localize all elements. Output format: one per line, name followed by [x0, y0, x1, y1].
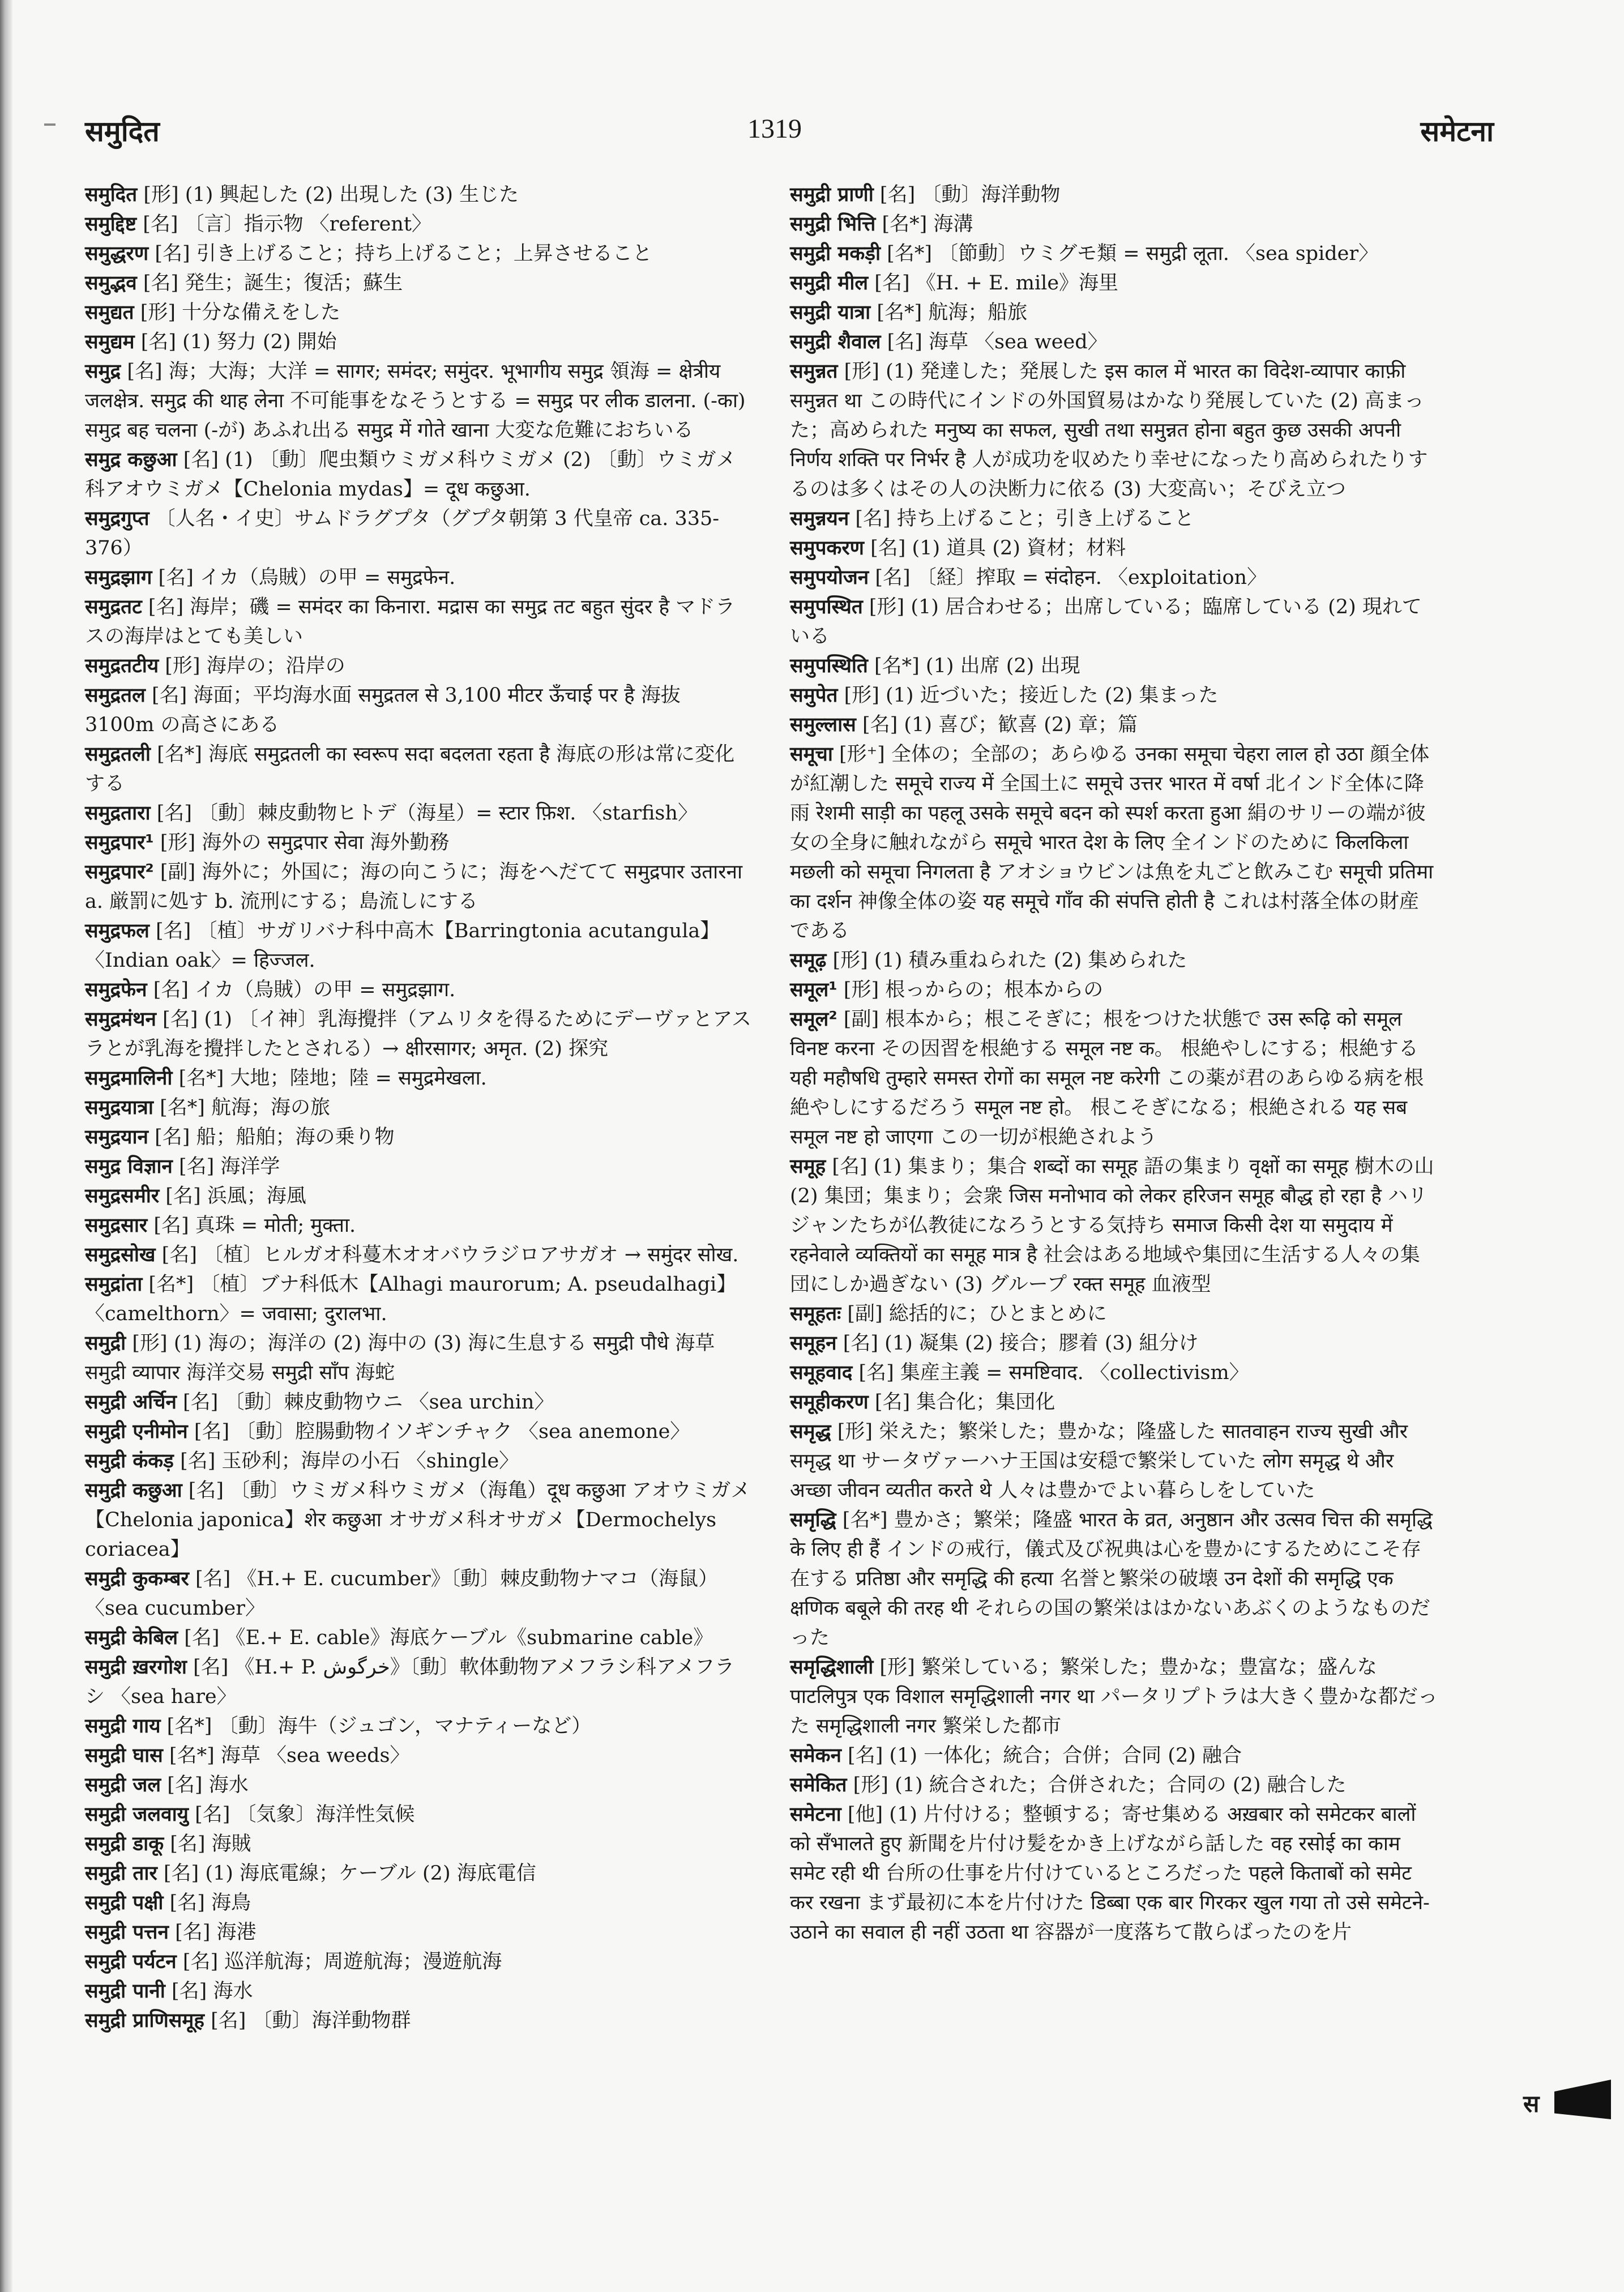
dictionary-entry — [790, 1800, 1438, 1947]
entry-headword: समुद्र कछुआ — [85, 449, 177, 471]
entry-headword: समुद्री जलवायु — [85, 1803, 189, 1826]
entry-definition: [形] (1) 居合わせる；出席している；臨席している (2) 現れている — [790, 596, 1422, 648]
dictionary-entry — [790, 740, 1438, 946]
entry-definition: [名] (1) 凝集 (2) 接合；膠着 (3) 組分け — [843, 1332, 1199, 1355]
entry-definition: [名] (1) 努力 (2) 開始 — [140, 331, 337, 353]
entry-definition: [名] 海草 〈sea weed〉 — [887, 331, 1108, 353]
entry-headword: समूहतः — [790, 1303, 841, 1325]
entry-headword: समुद्री भित्ति — [790, 213, 876, 236]
entry-headword: समुल्लास — [790, 714, 856, 736]
entry-definition: [名] 持ち上げること；引き上げること — [855, 507, 1194, 530]
entry-definition: [形] (1) 発達した；発展した इस काल में भारत का विदेश-व्यापार काफ़ी समुन्नत था この時代にインドの外国貿易はかなり発展していた (2) 高まった；高められた मनुष्य का सफल, सुखी तथा समुन्नत होना बहुत कुछ उसकी अपनी निर्णय शक्ति पर निर्भर है 人が成功を収めたり幸せになったり高められたりするのは多くはその人の決断力に依る (3) 大変高い；そびえ立つ — [790, 360, 1428, 501]
entry-definition: [名*] 海草 〈sea weeds〉 — [169, 1744, 410, 1767]
entry-headword: समुद्री कंकड़ — [85, 1450, 174, 1472]
entry-definition: [名] 〔動〕海洋動物群 — [211, 2009, 411, 2032]
entry-headword: समुद्री प्राणिसमूह — [85, 2009, 204, 2032]
entry-headword: समुद्रगुप्त — [85, 507, 149, 530]
entry-headword: समेटना — [790, 1803, 841, 1826]
dictionary-entry — [790, 946, 1438, 975]
dictionary-entry — [85, 651, 753, 681]
entry-headword: समुद्रसोख — [85, 1244, 156, 1266]
entry-definition: [名] 〔動〕ウミガメ科ウミガメ（海亀）दूध कछुआ アオウミガメ【Chelonia japonica】शेर कछुआ オサガメ科オサガメ【Dermochelys coriacea】 — [85, 1479, 751, 1561]
entry-definition: [名] イカ（烏賊）の甲 = समुद्रफेन. — [158, 566, 456, 589]
dictionary-entry — [85, 740, 753, 799]
entry-headword: समूहवाद — [790, 1361, 853, 1384]
dictionary-entry — [85, 504, 753, 563]
entry-headword: समुद्रतारा — [85, 802, 151, 825]
entry-headword: समुद्यत — [85, 301, 134, 324]
dictionary-entry — [790, 327, 1438, 357]
entry-headword: समुद्रतली — [85, 743, 151, 766]
dictionary-entry — [790, 681, 1438, 710]
dictionary-entry — [85, 1918, 753, 1947]
thumb-index-letter: स — [1523, 2090, 1540, 2118]
entry-headword: समुद्र — [85, 360, 121, 383]
thumb-index-tab — [1554, 2080, 1611, 2119]
dictionary-entry — [85, 857, 753, 916]
entry-headword: समूल² — [790, 1008, 837, 1031]
entry-definition: [形] 繁栄している；繁栄した；豊かな；豊富な；盛んな पाटलिपुत्र एक विशाल समृद्धिशाली नगर था パータリプトラは大きく豊かな都だった समृद्धिशाली नगर 繁栄した都市 — [790, 1656, 1438, 1738]
entry-definition: [名] 集合化；集団化 — [874, 1391, 1055, 1414]
entry-definition: [名*] 〔動〕海牛（ジュゴン，マナティーなど） — [166, 1715, 592, 1738]
entry-headword: समुद्धरण — [85, 242, 149, 265]
entry-definition: [形] 海外の समुद्रपार सेवा 海外勤務 — [160, 831, 450, 854]
entry-definition: [名] 〔動〕腔腸動物イソギンチャク 〈sea anemone〉 — [194, 1420, 690, 1443]
entry-headword: समुद्री कछुआ — [85, 1479, 182, 1502]
entry-headword: समुद्रपार¹ — [85, 831, 154, 854]
dictionary-entry — [85, 592, 753, 651]
entry-definition: [名] 真珠 = मोती; मुक्ता. — [153, 1214, 356, 1237]
dictionary-entry — [85, 799, 753, 828]
dictionary-entry — [85, 1181, 753, 1211]
dictionary-entry — [85, 563, 753, 592]
entry-definition: [名] 発生；誕生；復活；蘇生 — [143, 272, 403, 294]
entry-headword: समुपेत — [790, 684, 838, 707]
entry-definition: [名] 玉砂利；海岸の小石 〈shingle〉 — [180, 1450, 519, 1472]
entry-headword: समेकन — [790, 1744, 841, 1767]
entry-headword: समुद्री घास — [85, 1744, 163, 1767]
entry-definition: [名] 〔動〕棘皮動物ヒトデ（海星）= स्टार फ़िश. 〈starfish〉 — [156, 802, 698, 825]
entry-definition: [名] 引き上げること；持ち上げること；上昇させること — [155, 242, 652, 265]
dictionary-entry — [85, 1064, 753, 1093]
entry-definition: [名] (1) 集まり；集合 शब्दों का समूह 語の集まり वृक्षों का समूह 樹木の山 (2) 集団；集まり；会衆 जिस मनोभाव को लेकर हरिजन समूह बौद्ध हो रहा है ハリジャンたちが仏教徒になろうとする気持ち समाज किसी देश या समुदाय में रहनेवाले व्यक्तियों का समूह मात्र है 社会はある地域や集団に生活する人々の集団にしか過ぎない (3) グループ रक्त समूह 血液型 — [790, 1155, 1434, 1296]
entry-definition: [形] (1) 海の；海洋の (2) 海中の (3) 海に生息する समुद्री पौधे 海草 समुद्री व्यापार 海洋交易 समुद्री साँप 海蛇 — [85, 1332, 715, 1384]
dictionary-entry — [85, 180, 753, 210]
entry-definition: [形] 十分な備えをした — [140, 301, 341, 324]
entry-definition: [名] 浜風；海風 — [165, 1185, 306, 1207]
dictionary-entry — [790, 710, 1438, 740]
entry-definition: [名] 〔植〕ヒルガオ科蔓木オオバウラジロアサガオ → समुंदर सोख. — [161, 1244, 739, 1266]
entry-headword: समूचा — [790, 743, 833, 766]
entry-definition: 〔人名・イ史〕サムドラグプタ（グプタ朝第 3 代皇帝 ca. 335-376） — [85, 507, 720, 560]
entry-definition: [形] 根っからの；根本からの — [843, 979, 1104, 1001]
entry-definition: [名] 集産主義 = समष्टिवाद. 〈collectivism〉 — [858, 1361, 1249, 1384]
dictionary-entry — [85, 828, 753, 857]
entry-definition: [名] 〔気象〕海洋性気候 — [195, 1803, 415, 1826]
dictionary-entry — [790, 1417, 1438, 1505]
dictionary-entry — [85, 1947, 753, 1977]
entry-definition: [他] (1) 片付ける；整頓する；寄せ集める अख़बार को समेटकर बालों को सँभालते हुए 新聞を片付け髪をかき上げながら話した वह रसोई का काम समेट रही थी 台所の仕事を片付けているところだった पहले किताबों को समेट कर रखना まず最初に本を片付けた डिब्बा एक बार गिरकर खुल गया तो उसे समेटने-उठाने का सवाल ही नहीं उठता था 容器が一度落ちて散らばったのを片 — [790, 1803, 1430, 1944]
dictionary-entry — [85, 1829, 753, 1859]
dictionary-entry — [790, 1329, 1438, 1358]
running-head-first-entry: समुदित — [85, 115, 160, 148]
entry-headword: समुपस्थिति — [790, 655, 868, 677]
page-binding-shadow — [0, 0, 12, 2292]
entry-headword: समुद्र विज्ञान — [85, 1155, 173, 1178]
entry-headword: समुपयोजन — [790, 566, 869, 589]
dictionary-entry — [85, 1093, 753, 1122]
entry-headword: समूहीकरण — [790, 1391, 869, 1414]
entry-headword: समुद्रसमीर — [85, 1185, 160, 1207]
dictionary-entry — [85, 1711, 753, 1741]
entry-headword: समूल¹ — [790, 979, 837, 1001]
dictionary-entry — [790, 563, 1438, 592]
entry-headword: समुद्यम — [85, 331, 135, 353]
dictionary-entry — [85, 975, 753, 1005]
entry-headword: समुद्री कुकम्बर — [85, 1568, 189, 1590]
entry-definition: [名*] 海底 समुद्रतली का स्वरूप सदा बदलता रहता है 海底の形は常に変化する — [85, 743, 735, 795]
dictionary-entry — [85, 1653, 753, 1711]
entry-definition: [名] 海港 — [175, 1921, 257, 1944]
entry-definition: [名] 《H. + E. mile》海里 — [874, 272, 1119, 294]
dictionary-entry — [85, 916, 753, 975]
entry-headword: समुद्री प्राणी — [790, 183, 874, 206]
entry-headword: समुपकरण — [790, 537, 864, 560]
entry-definition: [形⁺] 全体の；全部の；あらゆる उनका समूचा चेहरा लाल हो उठा 顔全体が紅潮した समूचे राज्य में 全国土に समूचे उत्तर भारत में वर्षा 北インド全体に降雨 रेशमी साड़ी का पहलू उसके समूचे बदन को स्पर्श करता हुआ 絹のサリーの端が彼女の全身に触れながら समूचे भारत देश के लिए 全インドのために किलकिला मछली को समूचा निगलता है アオショウビンは魚を丸ごと飲みこむ समूची प्रतिमा का दर्शन 神像全体の姿 यह समूचे गाँव की संपत्ति होती है これは村落全体の財産である — [790, 743, 1434, 942]
entry-headword: समुद्रांता — [85, 1273, 143, 1296]
entry-headword: समुद्रपार² — [85, 861, 154, 883]
dictionary-entry — [85, 1564, 753, 1623]
dictionary-entry — [85, 1888, 753, 1918]
entry-definition: [名*] 航海；海の旅 — [160, 1096, 331, 1119]
entry-definition: [副] 海外に；外国に；海の向こうに；海をへだてて समुद्रपार उतारना a. 厳罰に処す b. 流刑にする；島流しにする — [85, 861, 743, 913]
entry-headword: समुद्रसार — [85, 1214, 148, 1237]
entry-headword: समुद्री पक्षी — [85, 1892, 164, 1914]
dictionary-entry — [790, 268, 1438, 298]
entry-headword: समुद्री एनीमोन — [85, 1420, 188, 1443]
right-column — [790, 180, 1438, 1947]
entry-headword: समुद्रझाग — [85, 566, 152, 589]
entry-definition: [名] 《E.+ E. cable》海底ケーブル《submarine cable》 — [184, 1627, 713, 1649]
entry-definition: [名*] (1) 出席 (2) 出現 — [874, 655, 1080, 677]
entry-definition: [副] 総括的に；ひとまとめに — [847, 1303, 1107, 1325]
entry-definition: [副] 根本から；根こそぎに；根をつけた状態で उस रूढ़ि को समूल विनष्ट करना その因習を根絶する समूल नष्ट क。 根絶やしにする；根絶する यही महौषधि तुम्हारे समस्त रोगों का समूल नष्ट करेगी この薬が君のあらゆる病を根絶やしにするだろう समूल नष्ट हो。 根こそぎになる；根絶される यह सब समूल नष्ट हो जाएगा この一切が根絶されよう — [790, 1008, 1424, 1149]
entry-headword: समुद्रतल — [85, 684, 146, 707]
entry-definition: [名] 《H.+ E. cucumber》〔動〕棘皮動物ナマコ（海鼠）〈sea cucumber〉 — [85, 1568, 719, 1620]
entry-definition: [名] 海鳥 — [169, 1892, 251, 1914]
entry-definition: [名*] 〔節動〕ウミグモ類 = समुद्री लूता. 〈sea spider〉 — [887, 242, 1379, 265]
entry-definition: [形] (1) 積み重ねられた (2) 集められた — [832, 949, 1187, 972]
dictionary-entry — [85, 681, 753, 740]
dictionary-entry — [790, 504, 1438, 533]
entry-definition: [名] 〔動〕棘皮動物ウニ 〈sea urchin〉 — [183, 1391, 554, 1414]
entry-headword: समुदित — [85, 183, 138, 206]
entry-headword: समुद्रफेन — [85, 979, 147, 1001]
dictionary-entry — [85, 1417, 753, 1446]
dictionary-entry — [85, 1152, 753, 1181]
dictionary-entry — [85, 268, 753, 298]
dictionary-entry — [790, 1005, 1438, 1152]
dictionary-entry — [85, 1741, 753, 1770]
entry-definition: [名] 〔経〕搾取 = संदोहन. 〈exploitation〉 — [875, 566, 1267, 589]
entry-definition: [名] (1) 〔イ神〕乳海攪拌（アムリタを得るためにデーヴァとアスラとが乳海を攪拌したとされる）→ क्षीरसागर; अमृत. (2) 探究 — [85, 1008, 751, 1060]
dictionary-entry — [85, 327, 753, 357]
entry-headword: समृद्ध — [790, 1420, 831, 1443]
entry-headword: समृद्धिशाली — [790, 1656, 874, 1679]
dictionary-entry — [85, 1270, 753, 1329]
entry-headword: समुद्री तार — [85, 1862, 157, 1885]
entry-definition: [名*] 大地；陸地；陸 = समुद्रमेखला. — [178, 1067, 487, 1090]
entry-headword: समूढ़ — [790, 949, 827, 972]
dictionary-entry — [85, 1388, 753, 1417]
entry-definition: [名] 海岸；磯 = समंदर का किनारा. मद्रास का समुद्र तट बहुत सुंदर है マドラスの海岸はとても美しい — [85, 596, 736, 648]
entry-definition: [名] (1) 道具 (2) 資材；材料 — [870, 537, 1126, 560]
entry-headword: समुद्री डाकू — [85, 1833, 164, 1855]
running-head-last-entry: समेटना — [1420, 115, 1494, 148]
entry-definition: [名] 〔植〕サガリバナ科中高木【Barringtonia acutangula】〈Indian oak〉= हिज्जल. — [85, 920, 720, 972]
entry-headword: समूह — [790, 1155, 826, 1178]
entry-definition: [名] 〔言〕指示物 〈referent〉 — [143, 213, 431, 236]
entry-headword: समुद्री केबिल — [85, 1627, 178, 1649]
entry-definition: [名] 《H.+ P. خرگوش》〔動〕軟体動物アメフラシ科アメフラシ 〈sea hare〉 — [85, 1656, 735, 1708]
dictionary-entry — [85, 357, 753, 445]
dictionary-entry — [790, 533, 1438, 563]
entry-definition: [名*] 〔植〕ブナ科低木【Alhagi maurorum; A. pseudalhagi】〈camelthorn〉= जवासा; दुरालभा. — [85, 1273, 737, 1325]
entry-headword: समुद्री पत्तन — [85, 1921, 169, 1944]
entry-headword: समुद्री पर्यटन — [85, 1950, 177, 1973]
entry-definition: [名] 海面；平均海水面 समुद्रतल से 3,100 मीटर ऊँचाई पर है 海抜 3100m の高さにある — [85, 684, 681, 736]
dictionary-entry — [85, 210, 753, 239]
entry-headword: समुद्री मकड़ी — [790, 242, 881, 265]
dictionary-entry — [790, 239, 1438, 268]
entry-headword: समुद्रतट — [85, 596, 142, 618]
entry-headword: समूहन — [790, 1332, 837, 1355]
entry-definition: [形] (1) 近づいた；接近した (2) 集まった — [844, 684, 1219, 707]
dictionary-entry — [790, 1152, 1438, 1299]
entry-headword: समेकित — [790, 1774, 847, 1796]
dictionary-entry — [85, 445, 753, 504]
entry-headword: समुद्री पानी — [85, 1980, 165, 2003]
entry-definition: [名] 海洋学 — [178, 1155, 280, 1178]
entry-headword: समुद्री मील — [790, 272, 869, 294]
entry-definition: [名] (1) 一体化；統合；合併；合同 (2) 融合 — [848, 1744, 1242, 1767]
entry-headword: समुद्री गाय — [85, 1715, 161, 1738]
dictionary-entry — [790, 1653, 1438, 1741]
entry-headword: समृद्धि — [790, 1509, 836, 1531]
dictionary-entry — [790, 1388, 1438, 1417]
dictionary-entry — [790, 180, 1438, 210]
dictionary-entry — [85, 1446, 753, 1476]
entry-headword: समुद्री ख़रगोश — [85, 1656, 187, 1679]
entry-headword: समुद्री शैवाल — [790, 331, 881, 353]
entry-definition: [名] イカ（烏賊）の甲 = समुद्रझाग. — [153, 979, 456, 1001]
entry-definition: [名] 海水 — [172, 1980, 253, 2003]
entry-headword: समुद्री यात्रा — [790, 301, 871, 324]
dictionary-entry — [85, 1122, 753, 1152]
entry-headword: समुद्रमालिनी — [85, 1067, 173, 1090]
entry-definition: [名] 海水 — [167, 1774, 249, 1796]
dictionary-entry — [85, 1329, 753, 1388]
entry-headword: समुद्रफल — [85, 920, 149, 942]
entry-headword: समुद्रमंथन — [85, 1008, 156, 1031]
entry-definition: [形] (1) 統合された；合併された；合同の (2) 融合した — [853, 1774, 1347, 1796]
entry-definition: [名] (1) 〔動〕爬虫類ウミガメ科ウミガメ (2) 〔動〕ウミガメ科アオウミガメ【Chelonia mydas】= दूध कछुआ. — [85, 449, 736, 501]
entry-definition: [形] 栄えた；繁栄した；豊かな；隆盛した सातवाहन राज्य सुखी और समृद्ध था サータヴァーハナ王国は安穏で繁栄していた लोग समृद्ध थे और अच्छा जीवन व्यतीत करते थे 人々は豊かでよい暮らしをしていた — [790, 1420, 1408, 1502]
dictionary-entry — [790, 1505, 1438, 1653]
entry-headword: समुन्नयन — [790, 507, 849, 530]
dictionary-entry — [790, 1299, 1438, 1329]
dictionary-entry — [85, 298, 753, 327]
entry-headword: समुद्रतटीय — [85, 655, 159, 677]
dictionary-entry — [85, 1770, 753, 1800]
entry-definition: [名] (1) 海底電線；ケーブル (2) 海底電信 — [163, 1862, 536, 1885]
entry-definition: [名*] 豊かさ；繁栄；隆盛 भारत के व्रत, अनुष्ठान और उत्सव चित्त की समृद्धि के लिए ही हैं インドの戒行，儀式及び祝典は心を豊かにするためにこそ存在する प्रतिष्ठा और समृद्धि की हत्या 名誉と繁栄の破壊 उन देशों की समृद्धि एक क्षणिक बबूले की तरह थी それらの国の繁栄ははかないあぶくのようなものだった — [790, 1509, 1433, 1649]
dictionary-entry — [85, 1211, 753, 1240]
entry-headword: समुद्दिष्ट — [85, 213, 137, 236]
dictionary-entry — [790, 298, 1438, 327]
dictionary-entry — [85, 1240, 753, 1270]
dictionary-entry — [85, 1623, 753, 1653]
entry-definition: [名] (1) 喜び；歓喜 (2) 章；篇 — [862, 714, 1138, 736]
dictionary-entry — [790, 210, 1438, 239]
dictionary-entry — [790, 651, 1438, 681]
page-corner-mark — [44, 123, 55, 126]
entry-definition: [名*] 海溝 — [882, 213, 973, 236]
dictionary-entry — [790, 1741, 1438, 1770]
entry-definition: [名] 海；大海；大洋 = सागर; समंदर; समुंदर. भूभागीय समुद्र 領海 = क्षेत्रीय जलक्षेत्र. समुद्र की थाह लेना 不可能事をなそうとする = समुद्र पर लीक डालना. (-का) समुद्र बह चलना (-が) あふれ出る समुद्र में गोते खाना 大変な危難におちいる — [85, 360, 746, 442]
dictionary-entry — [790, 357, 1438, 504]
entry-headword: समुद्री अर्चिन — [85, 1391, 177, 1414]
entry-definition: [名*] 航海；船旅 — [877, 301, 1028, 324]
entry-definition: [名] 海賊 — [170, 1833, 251, 1855]
entry-headword: समुद्री — [85, 1332, 126, 1355]
dictionary-entry — [85, 239, 753, 268]
entry-definition: [名] 巡洋航海；周遊航海；漫遊航海 — [182, 1950, 502, 1973]
dictionary-entry — [85, 1859, 753, 1888]
left-column — [85, 180, 753, 2035]
dictionary-entry — [790, 1770, 1438, 1800]
dictionary-entry — [790, 1358, 1438, 1388]
entry-headword: समुद्रयान — [85, 1126, 148, 1149]
entry-headword: समुपस्थित — [790, 596, 863, 618]
dictionary-entry — [85, 1476, 753, 1564]
dictionary-entry — [85, 1800, 753, 1829]
entry-definition: [形] 海岸の；沿岸の — [165, 655, 345, 677]
dictionary-entry — [790, 592, 1438, 651]
dictionary-entry — [790, 975, 1438, 1005]
entry-definition: [名] 〔動〕海洋動物 — [879, 183, 1061, 206]
entry-headword: समुन्नत — [790, 360, 838, 383]
page-number: 1319 — [747, 114, 802, 144]
entry-headword: समुद्रयात्रा — [85, 1096, 153, 1119]
entry-definition: [形] (1) 興起した (2) 出現した (3) 生じた — [143, 183, 519, 206]
entry-definition: [名] 船；船舶；海の乗り物 — [155, 1126, 395, 1149]
dictionary-entry — [85, 2006, 753, 2035]
entry-headword: समुद्भव — [85, 272, 137, 294]
entry-headword: समुद्री जल — [85, 1774, 161, 1796]
dictionary-entry — [85, 1977, 753, 2006]
dictionary-entry — [85, 1005, 753, 1064]
